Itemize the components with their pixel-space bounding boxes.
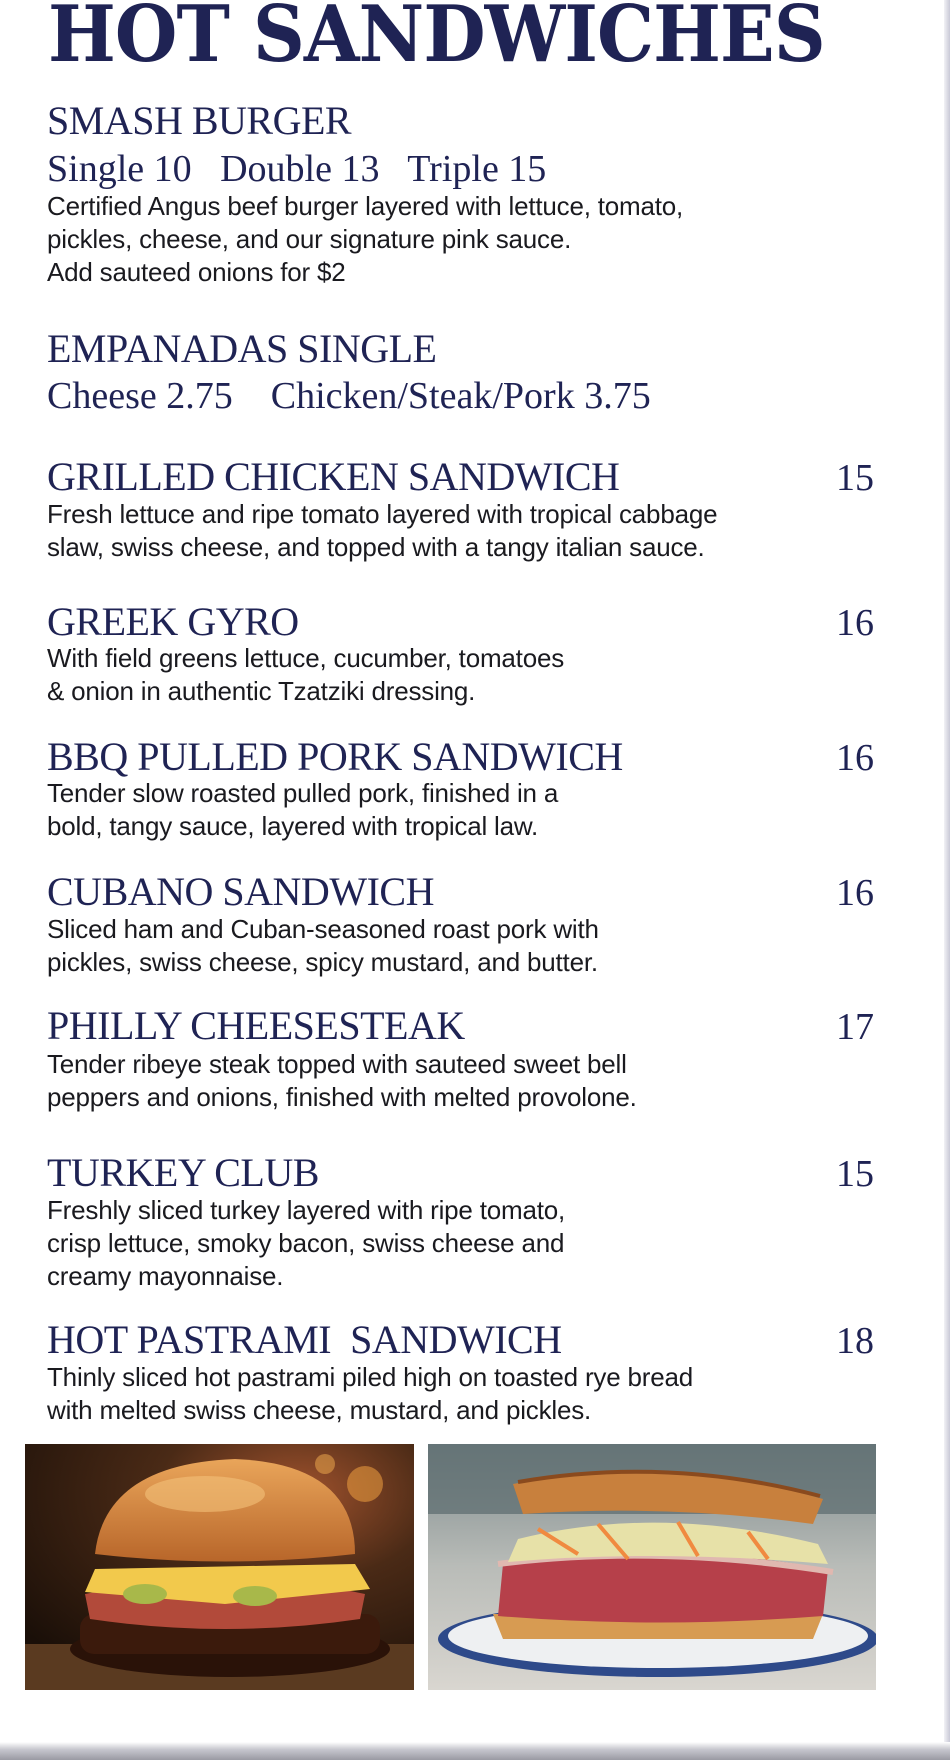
hot-pastrami-desc-2: with melted swiss cheese, mustard, and pickles. xyxy=(47,1395,592,1425)
greek-gyro-desc-1: With field greens lettuce, cucumber, tomatoes xyxy=(47,643,565,673)
page-edge-bottom xyxy=(0,1742,950,1760)
smash-burger-desc-1: Certified Angus beef burger layered with lettuce, tomato, xyxy=(47,191,684,221)
turkey-club-desc-3: creamy mayonnaise. xyxy=(47,1261,284,1291)
item-name-greek-gyro: GREEK GYRO xyxy=(47,599,299,644)
bbq-pulled-pork-desc-1: Tender slow roasted pulled pork, finished in a xyxy=(47,778,559,808)
philly-cheesesteak-desc-1: Tender ribeye steak topped with sauteed sweet bell xyxy=(47,1049,627,1079)
item-name-hot-pastrami: HOT PASTRAMI SANDWICH xyxy=(47,1317,562,1362)
greek-gyro-desc-2: & onion in authentic Tzatziki dressing. xyxy=(47,676,476,706)
item-price-hot-pastrami: 18 xyxy=(836,1320,874,1362)
grilled-chicken-desc-2: slaw, swiss cheese, and topped with a tangy italian sauce. xyxy=(47,532,705,562)
cubano-desc-1: Sliced ham and Cuban-seasoned roast pork with xyxy=(47,914,599,944)
cubano-desc-2: pickles, swiss cheese, spicy mustard, and butter. xyxy=(47,947,598,977)
item-price-turkey-club: 15 xyxy=(836,1153,874,1195)
item-price-greek-gyro: 16 xyxy=(836,602,874,644)
item-name-smash-burger: SMASH BURGER xyxy=(47,98,352,143)
hot-pastrami-desc-1: Thinly sliced hot pastrami piled high on toasted rye bread xyxy=(47,1362,693,1392)
item-price-philly-cheesesteak: 17 xyxy=(836,1006,874,1048)
smash-burger-sizes: Single 10 Double 13 Triple 15 xyxy=(47,148,547,190)
item-name-grilled-chicken: GRILLED CHICKEN SANDWICH xyxy=(47,454,620,499)
page-edge-right xyxy=(944,0,950,1760)
item-price-bbq-pulled-pork: 16 xyxy=(836,737,874,779)
turkey-club-desc-2: crisp lettuce, smoky bacon, swiss cheese and xyxy=(47,1228,565,1258)
item-name-cubano: CUBANO SANDWICH xyxy=(47,869,434,914)
turkey-club-desc-1: Freshly sliced turkey layered with ripe tomato, xyxy=(47,1195,566,1225)
item-name-bbq-pulled-pork: BBQ PULLED PORK SANDWICH xyxy=(47,734,623,779)
item-name-empanadas: EMPANADAS SINGLE xyxy=(47,326,437,371)
item-price-cubano: 16 xyxy=(836,872,874,914)
item-name-philly-cheesesteak: PHILLY CHEESESTEAK xyxy=(47,1003,465,1048)
philly-cheesesteak-desc-2: peppers and onions, finished with melted provolone. xyxy=(47,1082,637,1112)
smash-burger-desc-3: Add sauteed onions for $2 xyxy=(47,257,346,287)
item-price-grilled-chicken: 15 xyxy=(836,457,874,499)
bbq-pulled-pork-desc-2: bold, tangy sauce, layered with tropical law. xyxy=(47,811,539,841)
grilled-chicken-desc-1: Fresh lettuce and ripe tomato layered with tropical cabbage xyxy=(47,499,718,529)
menu-title: HOT SANDWICHES xyxy=(48,0,825,80)
pastrami-sandwich-photo xyxy=(428,1444,876,1690)
empanadas-prices: Cheese 2.75 Chicken/Steak/Pork 3.75 xyxy=(47,375,651,417)
smash-burger-desc-2: pickles, cheese, and our signature pink sauce. xyxy=(47,224,572,254)
item-name-turkey-club: TURKEY CLUB xyxy=(47,1150,319,1195)
burger-photo xyxy=(25,1444,414,1690)
